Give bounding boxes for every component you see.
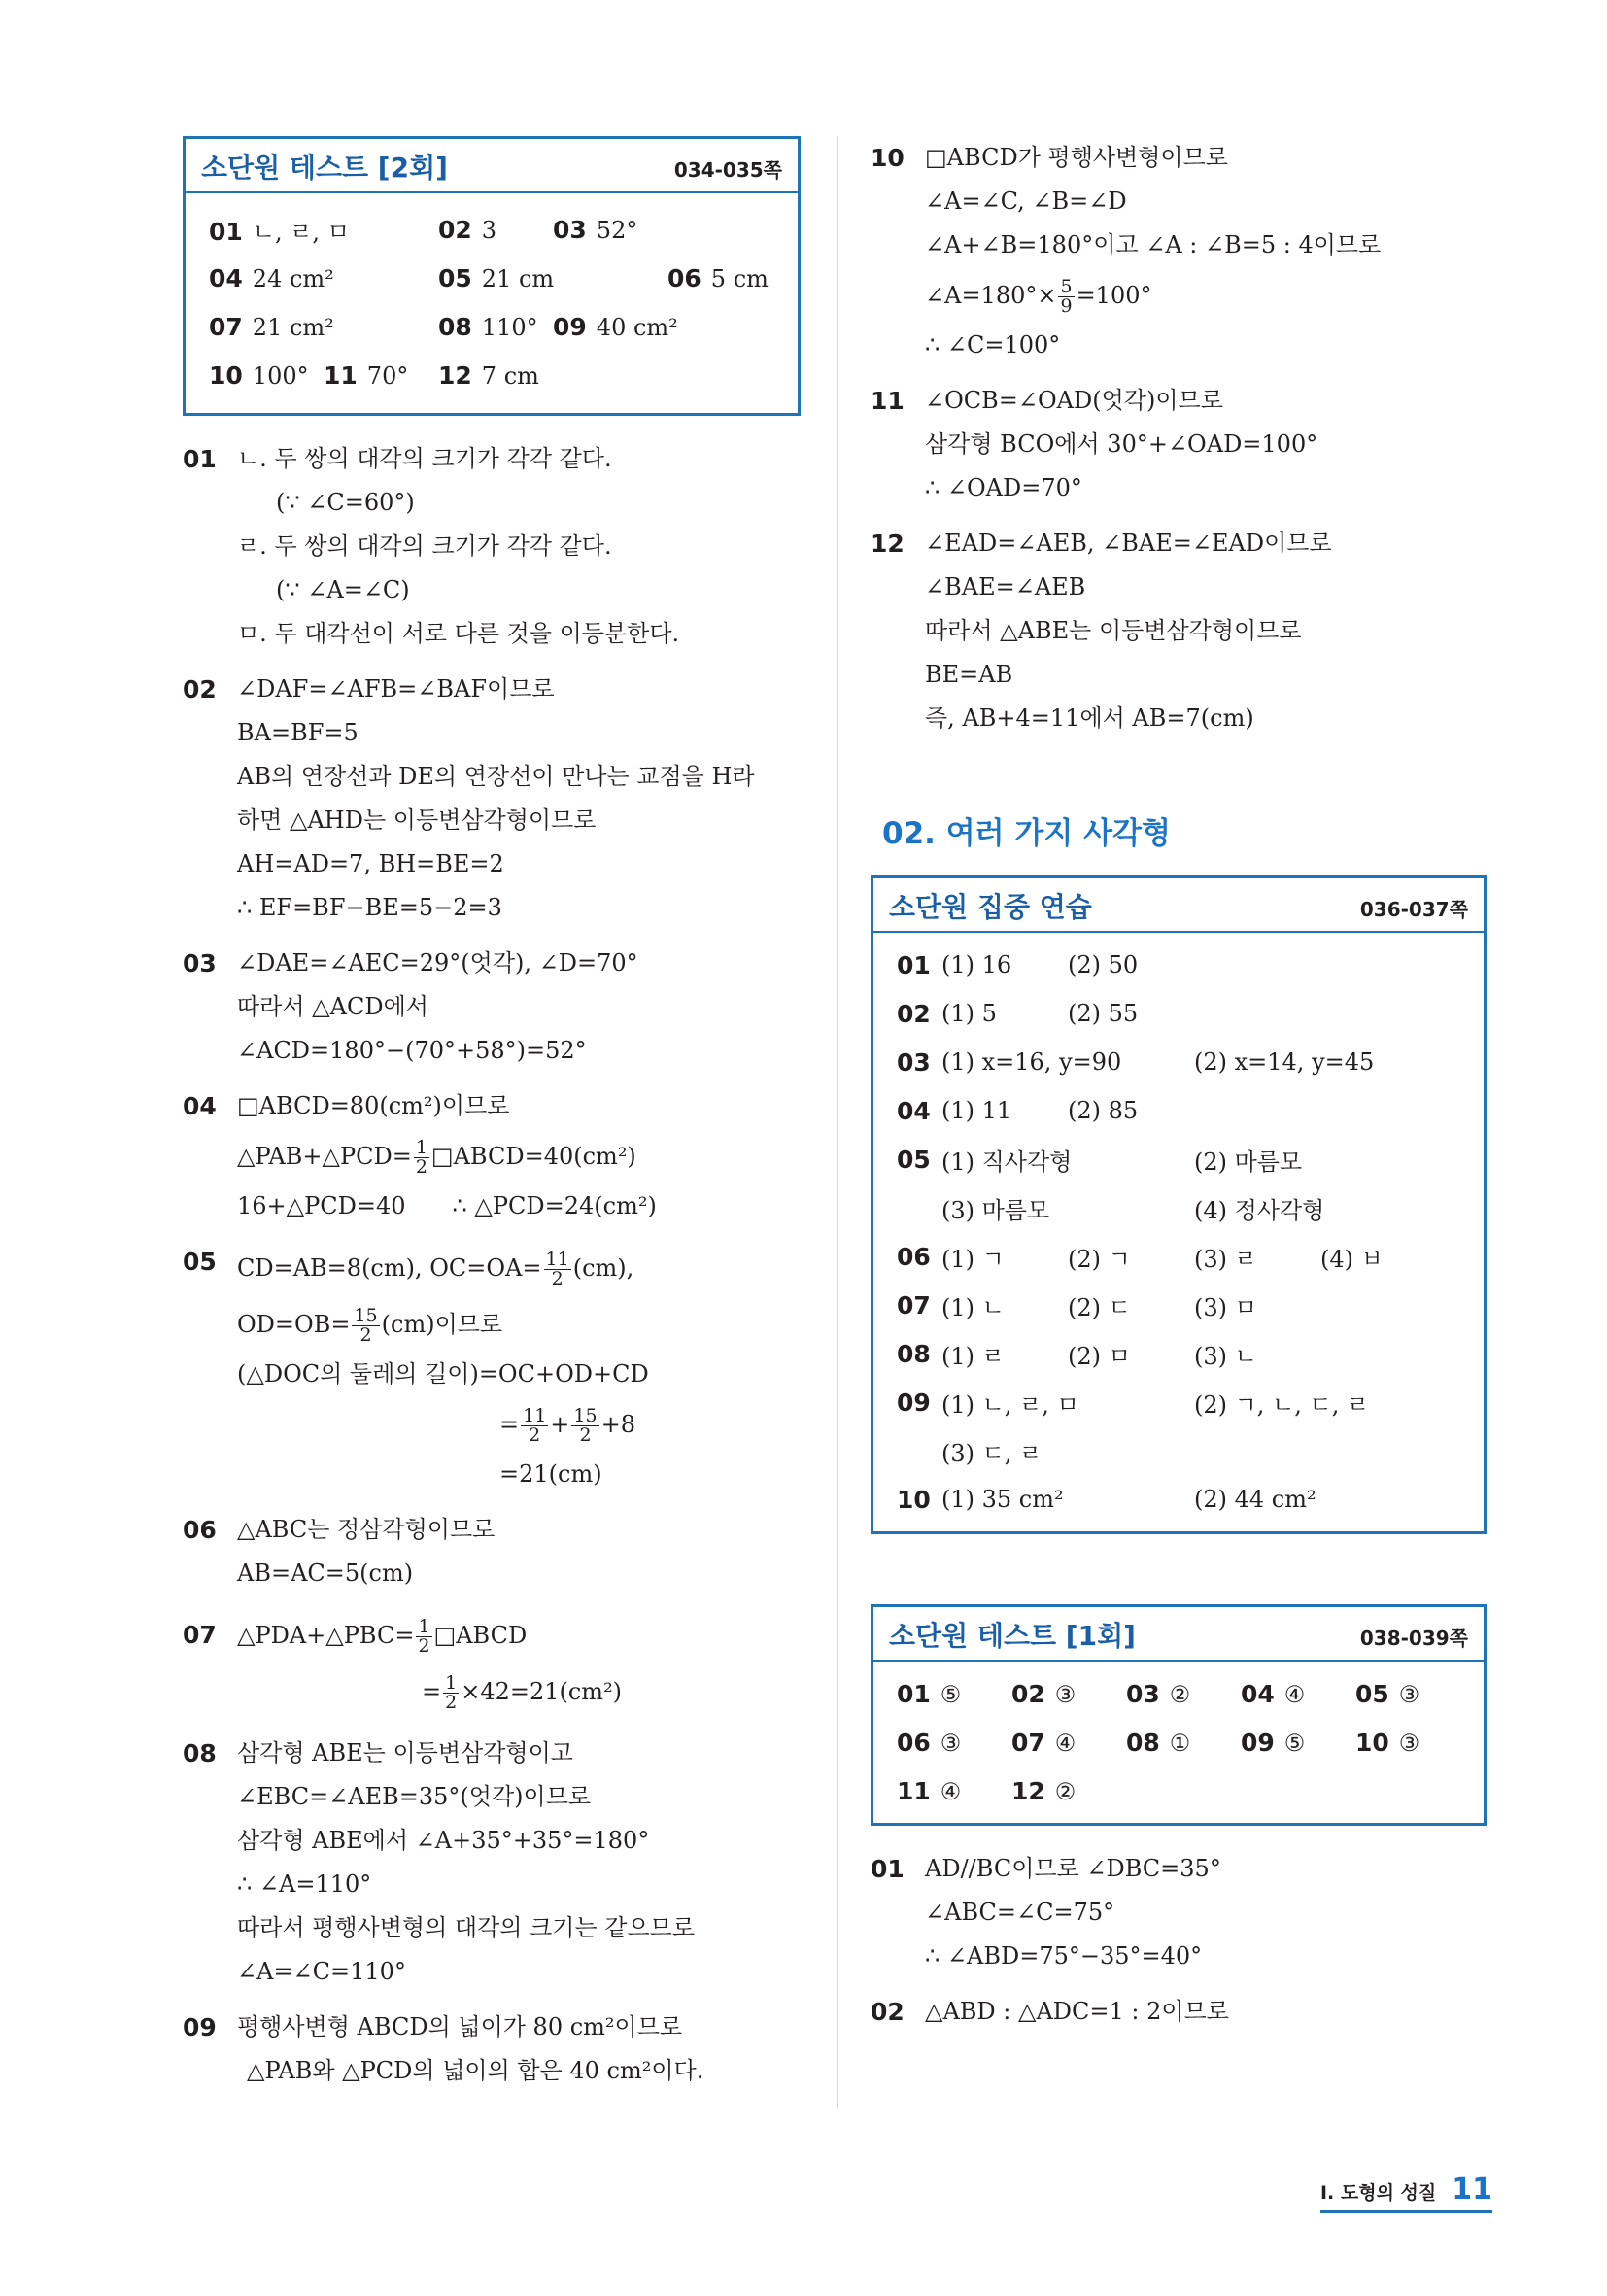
solution-line: 평행사변형 ABCD의 넓이가 80 cm²이므로 — [237, 2013, 683, 2040]
solution-number: 08 — [183, 1739, 217, 1767]
expr-text: 16+△PCD=40 — [237, 1192, 406, 1219]
fraction-numerator: 5 — [1060, 276, 1073, 297]
answer-number: 03 — [897, 1047, 931, 1077]
answer-number: 03 — [1126, 1679, 1160, 1708]
solution-line — [237, 1396, 804, 1453]
answer-value: (2) 85 — [1068, 1097, 1139, 1124]
solution-number: 06 — [183, 1516, 217, 1544]
answer-value: ㄴ, ㄹ, ㅁ — [252, 218, 350, 246]
answer-number: 02 — [438, 215, 472, 244]
answer-item — [897, 1777, 1011, 1805]
solution-line: □ABCD=80(cm²)이므로 — [237, 1092, 510, 1119]
solution-number: 05 — [183, 1248, 217, 1276]
fraction-denominator: 2 — [445, 1692, 458, 1713]
answer-row — [897, 1135, 1460, 1183]
answer-row — [897, 1038, 1460, 1086]
answer-value: (2) x=14, y=45 — [1194, 1048, 1375, 1076]
answer-value: ⑤ — [1283, 1729, 1306, 1757]
solution-10 — [871, 136, 1492, 367]
answer-value: ② — [1169, 1680, 1191, 1708]
fraction-numerator: 15 — [354, 1305, 378, 1326]
answer-value: 3 — [481, 216, 497, 244]
solution-number: 07 — [183, 1621, 217, 1649]
solution-01 — [183, 437, 804, 656]
answer-row — [897, 1232, 1460, 1281]
answer-value: (3) ㅁ — [1194, 1293, 1257, 1321]
answer-value: 100° — [252, 361, 309, 390]
answer-value: (2) ㅁ — [1068, 1342, 1131, 1370]
solution-line: ㄴ. 두 쌍의 대각의 크기가 각각 같다. — [237, 445, 612, 472]
answer-row — [209, 351, 774, 399]
left-column — [183, 136, 804, 2105]
fraction-denominator: 2 — [415, 1156, 427, 1178]
answer-item — [897, 1680, 1011, 1708]
answer-value: ④ — [1054, 1729, 1077, 1757]
answer-number: 09 — [553, 312, 587, 341]
section-title: 02. 여러 가지 사각형 — [882, 816, 1171, 851]
solution-line: 따라서 평행사변형의 대각의 크기는 같으므로 — [237, 1914, 696, 1941]
solution-01-set2 — [871, 1847, 1492, 1978]
answer-item — [553, 313, 678, 341]
fraction-denominator: 9 — [1060, 295, 1073, 317]
solution-line: ∴ EF=BF−BE=5−2=3 — [237, 894, 502, 921]
expr-text: ×42=21(cm²) — [461, 1678, 623, 1705]
answer-number: 04 — [209, 263, 243, 292]
solution-line: BE=AB — [925, 661, 1013, 688]
answer-item — [667, 264, 769, 292]
answer-value: (1) 직사각형 — [941, 1148, 1073, 1176]
solution-line: 즉, AB+4=11에서 AB=7(cm) — [925, 704, 1254, 732]
solution-line: ∠ABC=∠C=75° — [925, 1899, 1115, 1926]
answer-number: 01 — [897, 950, 931, 979]
solution-line: (△DOC의 둘레의 길이)=OC+OD+CD — [237, 1360, 649, 1388]
solution-line: ∠A+∠B=180°이고 ∠A : ∠B=5 : 4이므로 — [925, 231, 1382, 258]
solution-line: ∠EBC=∠AEB=35°(엇각)이므로 — [237, 1783, 592, 1810]
answer-item — [438, 216, 553, 244]
answer-row — [897, 1426, 1460, 1475]
answer-number: 03 — [553, 215, 587, 244]
solution-06 — [183, 1508, 804, 1595]
answer-number: 04 — [897, 1096, 931, 1125]
answer-value: ③ — [1398, 1729, 1420, 1757]
fraction-numerator: 1 — [445, 1672, 458, 1694]
fraction-numerator: 11 — [545, 1249, 569, 1270]
solution-line: 삼각형 BCO에서 30°+∠OAD=100° — [925, 430, 1318, 458]
solution-line: 따라서 △ABE는 이등변삼각형이므로 — [925, 617, 1302, 644]
answer-value: 21 cm² — [252, 313, 334, 341]
answer-box-title: 소단원 집중 연습 — [889, 891, 1092, 923]
answer-value: ④ — [1283, 1680, 1306, 1708]
expr-text: △PAB+△PCD= — [237, 1143, 412, 1170]
expr-text: CD=AB=8(cm), OC=OA= — [237, 1254, 542, 1282]
answer-box-header — [186, 139, 798, 193]
answer-number: 10 — [1355, 1728, 1389, 1757]
fraction — [414, 1139, 429, 1177]
expr-text: □ABCD — [433, 1622, 528, 1649]
solution-line: 삼각형 ABE에서 ∠A+35°+35°=180° — [237, 1827, 650, 1854]
answer-value: 52° — [596, 216, 638, 244]
answer-row — [897, 941, 1460, 989]
answer-item — [1241, 1680, 1355, 1708]
answer-value: (2) 44 cm² — [1194, 1486, 1316, 1513]
expr-text: △PDA+△PBC= — [237, 1622, 415, 1649]
answer-row — [897, 1281, 1460, 1329]
answer-value: (1) 35 cm² — [941, 1486, 1064, 1513]
answer-box-pages: 038-039쪽 — [1359, 1627, 1468, 1650]
solution-04 — [183, 1084, 804, 1228]
answer-row — [897, 1086, 1460, 1135]
answer-value: ① — [1169, 1729, 1191, 1757]
answer-number: 02 — [1011, 1679, 1045, 1708]
answer-item — [438, 313, 553, 341]
answer-number: 06 — [667, 263, 701, 292]
answer-box-title: 소단원 테스트 [2회] — [201, 152, 448, 184]
solution-05 — [183, 1240, 804, 1496]
solution-number: 02 — [183, 675, 217, 703]
solution-line: △ABD : △ADC=1 : 2이므로 — [925, 1998, 1229, 2025]
answer-box-test-2 — [183, 136, 801, 416]
answer-number: 05 — [1355, 1679, 1389, 1708]
answer-value: ⑤ — [940, 1680, 962, 1708]
answer-value: 24 cm² — [252, 264, 334, 292]
answer-number: 07 — [1011, 1728, 1045, 1757]
solution-line: ∠A=∠C, ∠B=∠D — [925, 188, 1127, 215]
fraction-numerator: 1 — [418, 1616, 430, 1637]
solution-number: 01 — [183, 445, 217, 473]
answer-number: 05 — [438, 263, 472, 292]
answer-box-header — [873, 878, 1484, 933]
answer-row — [897, 1329, 1460, 1378]
right-column — [871, 136, 1492, 2045]
answer-number: 07 — [897, 1290, 931, 1319]
fraction-denominator: 2 — [551, 1268, 564, 1289]
solution-line: ∠DAE=∠AEC=29°(엇각), ∠D=70° — [237, 949, 638, 977]
answer-box-body — [186, 193, 798, 413]
answer-value: (4) 정사각형 — [1194, 1196, 1325, 1224]
solution-line: AD//BC이므로 ∠DBC=35° — [925, 1855, 1221, 1882]
answer-value: ③ — [1398, 1680, 1420, 1708]
solution-line: ∴ ∠C=100° — [925, 331, 1061, 359]
answer-value: 70° — [366, 361, 409, 390]
expr-text: =100° — [1076, 282, 1152, 309]
solution-line — [237, 1128, 804, 1184]
solution-line: ∠ACD=180°−(70°+58°)=52° — [237, 1037, 587, 1064]
answer-item — [1011, 1680, 1126, 1708]
answer-box-body — [873, 1662, 1484, 1823]
answer-item — [1126, 1680, 1241, 1708]
solution-line — [925, 267, 1492, 324]
answer-value: (3) ㄷ, ㄹ — [941, 1439, 1043, 1467]
answer-value: (1) 16 — [941, 951, 1012, 978]
answer-box-practice — [871, 875, 1487, 1534]
answer-item — [209, 213, 438, 247]
solution-line: 하면 △AHD는 이등변삼각형이므로 — [237, 806, 597, 834]
answer-number: 11 — [897, 1776, 931, 1805]
answer-row — [897, 1718, 1460, 1766]
solution-line: BA=BF=5 — [237, 719, 359, 746]
answer-box-pages: 034-035쪽 — [673, 158, 782, 182]
answer-item — [209, 313, 438, 341]
answer-value: (3) ㄹ — [1194, 1245, 1257, 1273]
answer-row — [209, 254, 774, 302]
solution-line: □ABCD가 평행사변형이므로 — [925, 144, 1228, 171]
solution-line: AH=AD=7, BH=BE=2 — [237, 850, 504, 877]
answer-value: (2) ㄱ — [1068, 1245, 1131, 1273]
answer-value: 5 cm — [710, 264, 769, 292]
answer-box-body — [873, 933, 1484, 1531]
answer-box-test-1 — [871, 1604, 1487, 1826]
fraction-numerator: 15 — [573, 1405, 598, 1426]
answer-item — [897, 1729, 1011, 1757]
answer-item — [1241, 1729, 1355, 1757]
answer-value: 7 cm — [481, 361, 539, 390]
answer-number: 04 — [1241, 1679, 1275, 1708]
solution-line: ∠DAF=∠AFB=∠BAF이므로 — [237, 675, 555, 703]
solution-03 — [183, 942, 804, 1073]
solution-line: △PAB와 △PCD의 넓이의 합은 40 cm²이다. — [247, 2057, 704, 2084]
expr-text: +8 — [600, 1411, 635, 1438]
answer-item — [1355, 1680, 1419, 1708]
answer-number: 12 — [1011, 1776, 1045, 1805]
answer-value: (1) ㄱ — [941, 1245, 1005, 1273]
solution-line: ㄹ. 두 쌍의 대각의 크기가 각각 같다. — [237, 532, 612, 560]
answer-row — [897, 1183, 1460, 1232]
solution-line: ∠OCB=∠OAD(엇각)이므로 — [925, 387, 1223, 414]
answer-item — [324, 361, 438, 390]
answer-value: (1) ㄴ — [941, 1293, 1005, 1321]
answer-value: ④ — [940, 1777, 962, 1805]
answer-item — [1126, 1729, 1241, 1757]
solution-line — [237, 1240, 804, 1296]
page-footer — [1320, 2173, 1492, 2213]
chapter-label: Ⅰ. 도형의 성질 — [1319, 2182, 1437, 2204]
solution-number: 11 — [871, 387, 905, 415]
solution-line: ∠EAD=∠AEB, ∠BAE=∠EAD이므로 — [925, 530, 1332, 557]
answer-value: (2) ㄱ, ㄴ, ㄷ, ㄹ — [1194, 1390, 1370, 1419]
solution-number: 04 — [183, 1092, 217, 1120]
answer-box-pages: 036-037쪽 — [1359, 898, 1468, 921]
answer-number: 11 — [324, 360, 358, 390]
answer-value: (1) 11 — [941, 1097, 1012, 1124]
answer-number: 10 — [209, 360, 243, 390]
solution-number: 03 — [183, 949, 217, 977]
solution-number: 10 — [871, 144, 905, 172]
fraction — [544, 1251, 571, 1288]
solution-11 — [871, 379, 1492, 510]
expr-text: ∴ △PCD=24(cm²) — [452, 1192, 657, 1219]
answer-row — [209, 205, 774, 254]
fraction — [1058, 278, 1074, 316]
solution-line: ∴ ∠ABD=75°−35°=40° — [925, 1942, 1203, 1970]
solution-02 — [183, 668, 804, 930]
answer-value: (2) ㄷ — [1068, 1293, 1131, 1321]
solution-line: (∵ ∠C=60°) — [276, 489, 415, 516]
column-divider — [837, 136, 838, 2108]
answer-value: 110° — [481, 313, 538, 341]
answer-number: 05 — [897, 1145, 931, 1174]
answer-value: (2) 마름모 — [1194, 1148, 1303, 1176]
answer-value: (1) ㄴ, ㄹ, ㅁ — [941, 1390, 1079, 1419]
solution-line: ∴ ∠OAD=70° — [925, 474, 1082, 501]
answer-number: 07 — [209, 312, 243, 341]
answer-row — [897, 989, 1460, 1038]
solution-line — [237, 1296, 804, 1353]
solution-line: (∵ ∠A=∠C) — [276, 576, 410, 603]
answer-number: 02 — [897, 999, 931, 1028]
fraction-denominator: 2 — [418, 1635, 430, 1657]
solution-number: 12 — [871, 530, 905, 558]
answer-number: 01 — [897, 1679, 931, 1708]
fraction-denominator: 2 — [529, 1424, 541, 1446]
answer-value: (3) ㄴ — [1194, 1342, 1257, 1370]
solution-line: ㅁ. 두 대각선이 서로 다른 것을 이등분한다. — [237, 620, 680, 647]
answer-value: ② — [1054, 1777, 1077, 1805]
answer-number: 06 — [897, 1242, 931, 1271]
solution-line: AB의 연장선과 DE의 연장선이 만나는 교점을 H라 — [237, 763, 755, 790]
answer-number: 09 — [897, 1388, 931, 1417]
solution-12 — [871, 522, 1492, 740]
answer-value: (2) 50 — [1068, 951, 1139, 978]
solution-line — [237, 1663, 804, 1720]
solution-07 — [183, 1607, 804, 1720]
answer-item — [1011, 1729, 1126, 1757]
page-number: 11 — [1452, 2173, 1492, 2207]
answer-number: 09 — [1241, 1728, 1275, 1757]
fraction-denominator: 2 — [359, 1324, 372, 1346]
answer-value: (2) 55 — [1068, 1000, 1139, 1027]
solution-line: AB=AC=5(cm) — [237, 1559, 414, 1587]
answer-item — [438, 264, 667, 292]
solution-09 — [183, 2005, 804, 2093]
answer-number: 08 — [1126, 1728, 1160, 1757]
expr-text: OD=OB= — [237, 1311, 351, 1338]
answer-value: (1) x=16, y=90 — [941, 1048, 1122, 1076]
expr-text: + — [550, 1411, 570, 1438]
solution-line — [237, 1184, 804, 1228]
answer-value: ③ — [1054, 1680, 1077, 1708]
fraction — [416, 1618, 431, 1656]
solution-line: ∠A=∠C=110° — [237, 1958, 406, 1985]
answer-box-title: 소단원 테스트 [1회] — [889, 1620, 1136, 1652]
answer-row — [209, 302, 774, 351]
expr-text: = — [422, 1678, 442, 1705]
solution-line — [237, 1607, 804, 1663]
fraction — [352, 1307, 379, 1345]
expr-text: □ABCD=40(cm²) — [430, 1143, 636, 1170]
answer-item — [438, 361, 539, 390]
answer-value: (1) ㄹ — [941, 1342, 1005, 1370]
expr-text: = — [499, 1411, 520, 1438]
fraction — [571, 1407, 598, 1445]
fraction-denominator: 2 — [579, 1424, 592, 1446]
answer-item — [1355, 1729, 1419, 1757]
answer-item — [553, 216, 637, 244]
solution-line: ∠BAE=∠AEB — [925, 573, 1086, 600]
answer-item — [209, 264, 438, 292]
solution-line: 삼각형 ABE는 이등변삼각형이고 — [237, 1739, 573, 1766]
solution-08 — [183, 1731, 804, 1994]
answer-value: (3) 마름모 — [941, 1196, 1050, 1224]
solution-number: 09 — [183, 2013, 217, 2041]
answer-number: 10 — [897, 1485, 931, 1514]
answer-value: (1) 5 — [941, 1000, 997, 1027]
fraction — [443, 1674, 459, 1712]
answer-value: 21 cm — [481, 264, 555, 292]
answer-number: 08 — [897, 1339, 931, 1368]
answer-row — [897, 1378, 1460, 1426]
answer-row — [897, 1669, 1460, 1718]
fraction-numerator: 1 — [415, 1137, 427, 1158]
solution-line: =21(cm) — [499, 1460, 602, 1488]
answer-number: 01 — [209, 217, 243, 246]
answer-number: 08 — [438, 312, 472, 341]
solution-line: 따라서 △ACD에서 — [237, 993, 428, 1020]
expr-text: ∠A=180°× — [925, 282, 1057, 309]
solution-02-set2 — [871, 1990, 1492, 2034]
answer-item — [1011, 1777, 1076, 1805]
answer-row — [897, 1475, 1460, 1524]
answer-number: 12 — [438, 360, 472, 390]
answer-value: (4) ㅂ — [1320, 1245, 1384, 1273]
answer-value: ③ — [940, 1729, 962, 1757]
solution-number: 01 — [871, 1855, 905, 1883]
answer-value: 40 cm² — [596, 313, 678, 341]
answer-number: 06 — [897, 1728, 931, 1757]
solution-line: ∴ ∠A=110° — [237, 1870, 372, 1898]
fraction — [521, 1407, 548, 1445]
expr-text: (cm), — [572, 1254, 634, 1282]
solution-line: △ABC는 정삼각형이므로 — [237, 1516, 496, 1543]
answer-box-header — [873, 1607, 1484, 1662]
answer-item — [209, 361, 324, 390]
fraction-numerator: 11 — [523, 1405, 547, 1426]
answer-row — [897, 1766, 1460, 1815]
expr-text: (cm)이므로 — [381, 1311, 503, 1338]
solution-number: 02 — [871, 1998, 905, 2026]
